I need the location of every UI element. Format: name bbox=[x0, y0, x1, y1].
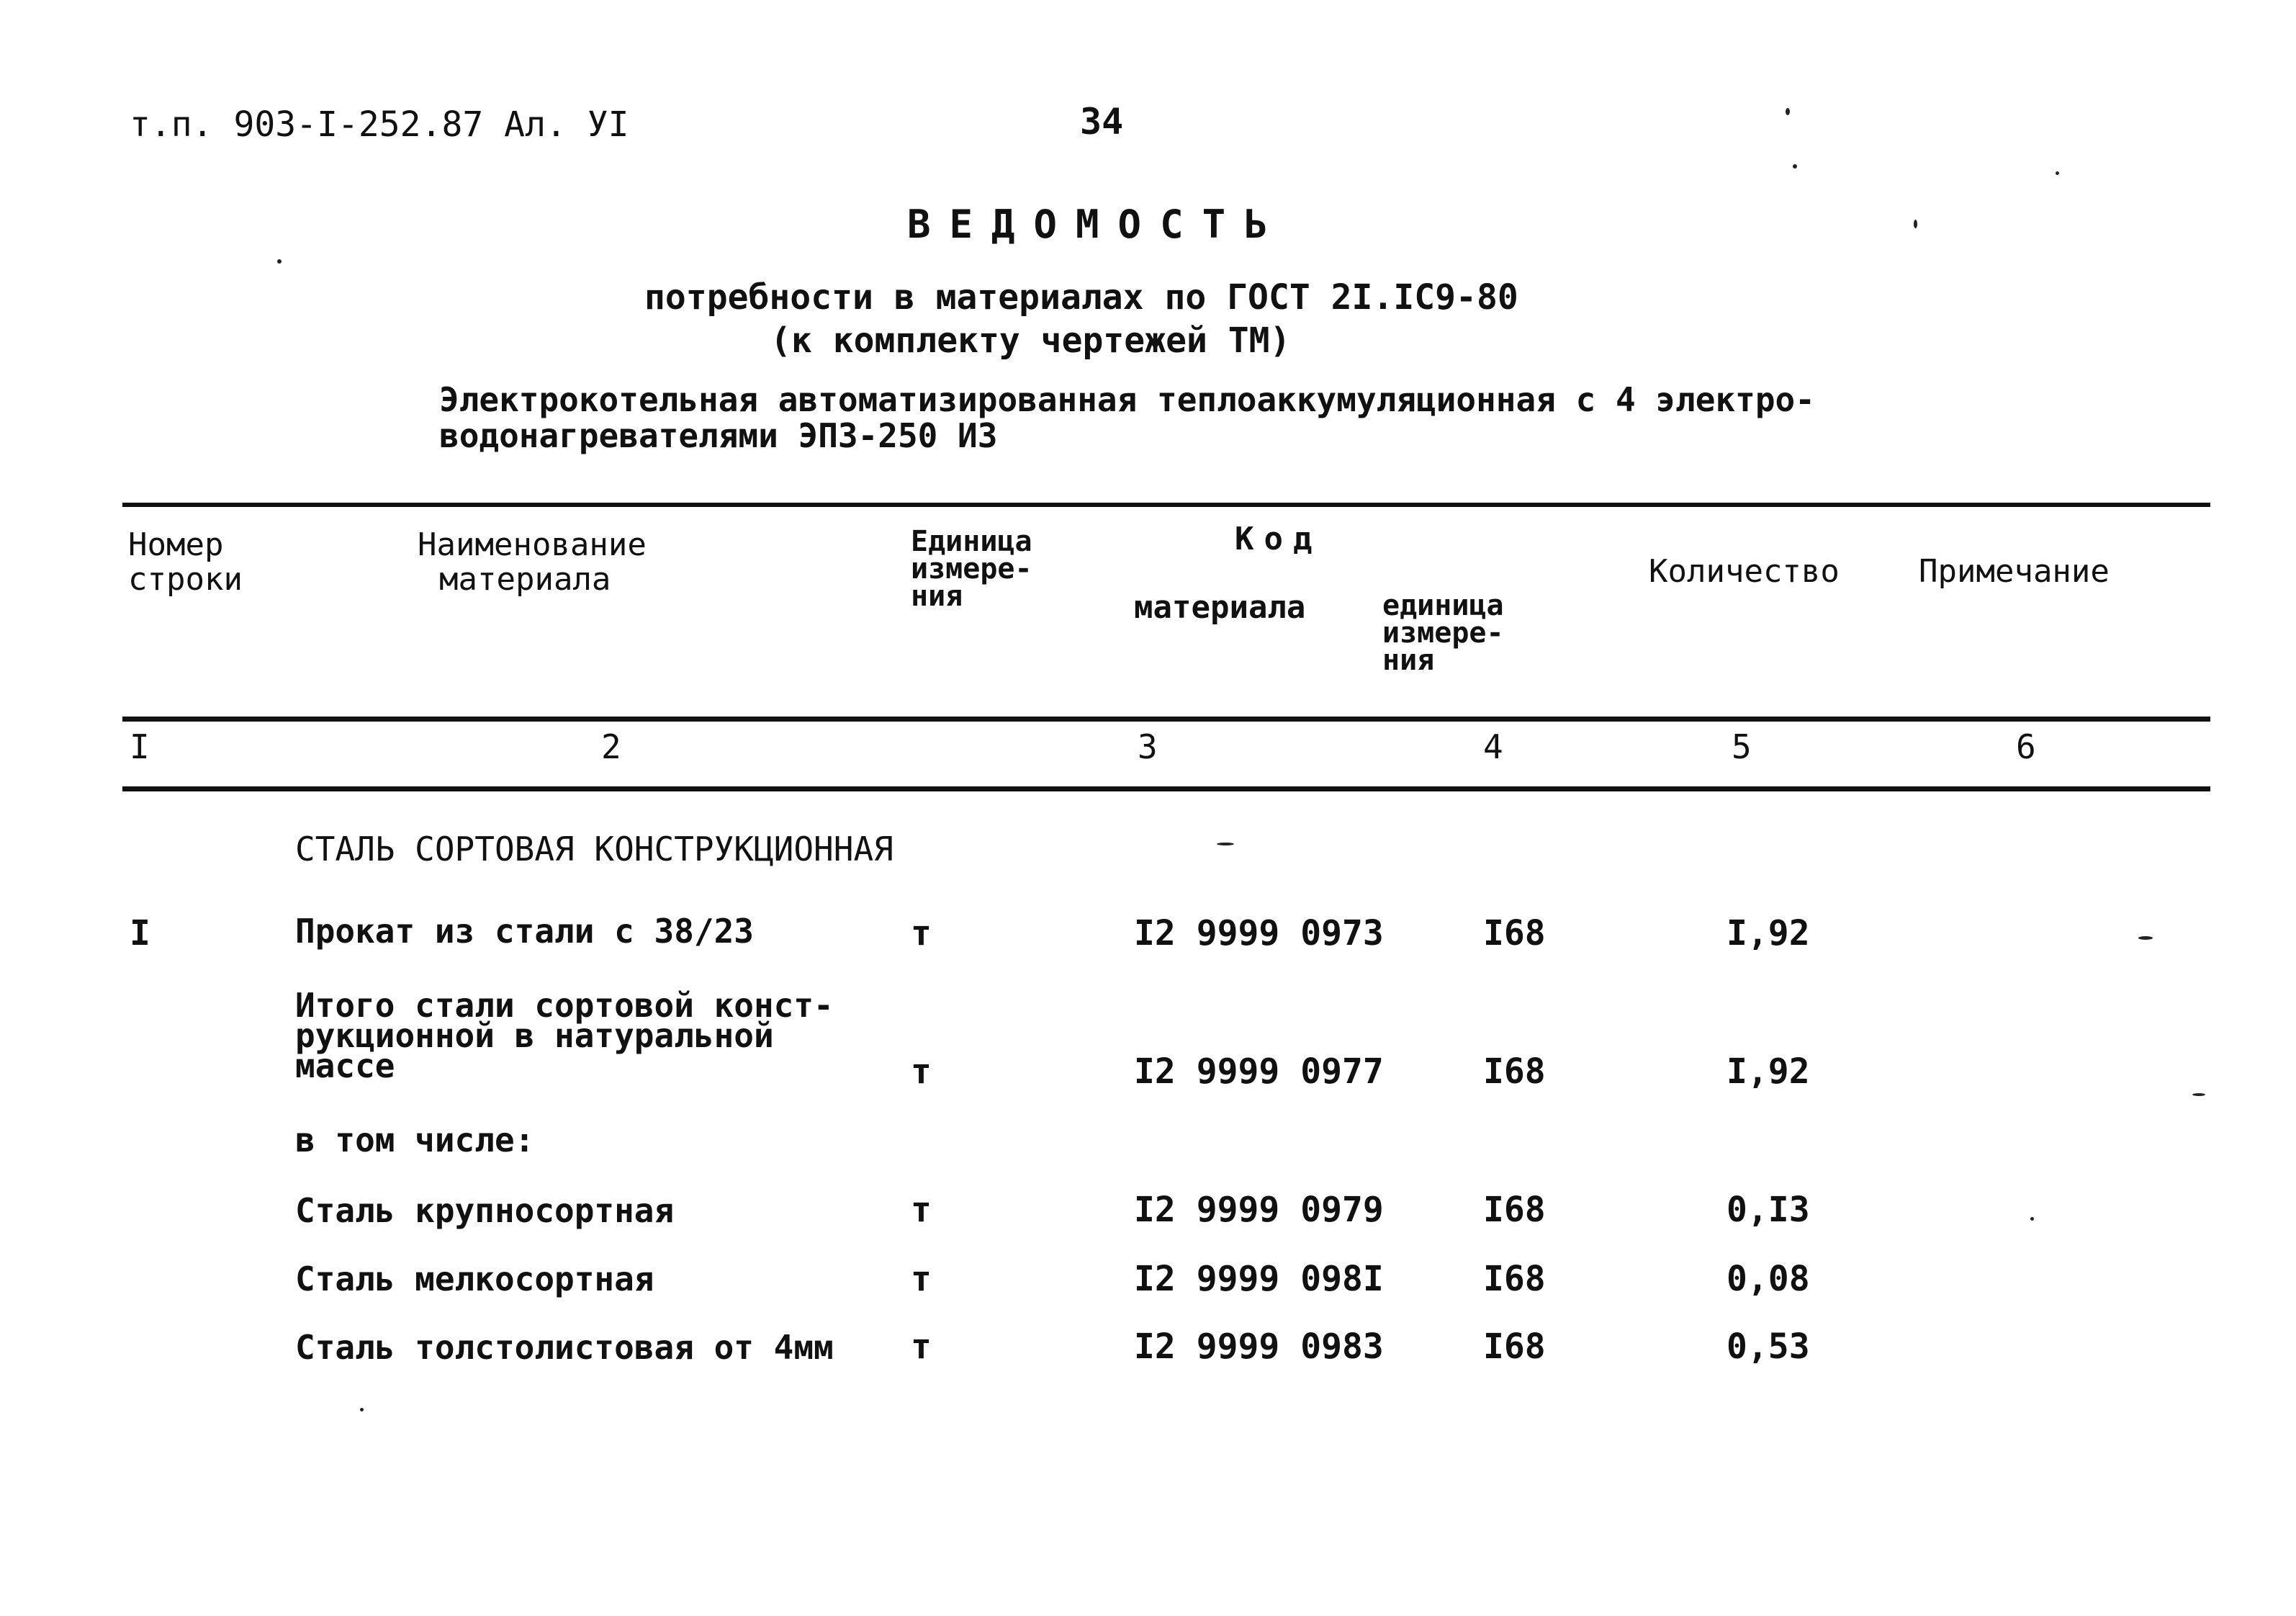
row-unit: т bbox=[911, 1190, 932, 1230]
scan-speck bbox=[2030, 1217, 2034, 1221]
header-material-name: Наименование материала bbox=[418, 526, 647, 598]
header-bottom-rule bbox=[122, 717, 2210, 722]
table-top-rule bbox=[122, 503, 2210, 507]
scan-speck bbox=[2138, 936, 2153, 940]
row-quantity: I,92 bbox=[1726, 913, 1810, 953]
header-code: Код bbox=[1235, 521, 1323, 557]
row-material: Сталь толстолистовая от 4мм bbox=[295, 1328, 834, 1367]
row-quantity: 0,08 bbox=[1726, 1259, 1810, 1299]
scan-speck bbox=[1217, 843, 1234, 845]
row-code: I2 9999 0979 bbox=[1134, 1190, 1384, 1230]
column-numbers-bottom-rule bbox=[122, 786, 2210, 791]
section-title: СТАЛЬ СОРТОВАЯ КОНСТРУКЦИОННАЯ bbox=[295, 830, 893, 868]
row-material: Итого стали сортовой конст- рукционной в натуральной массе bbox=[295, 986, 834, 1085]
scan-speck bbox=[277, 259, 282, 264]
scan-speck bbox=[2056, 171, 2059, 175]
row-quantity: 0,53 bbox=[1726, 1327, 1810, 1367]
scan-speck bbox=[1914, 220, 1917, 228]
row-code-unit: I68 bbox=[1483, 1190, 1546, 1230]
header-unit: Единица измере- ния bbox=[911, 525, 1032, 613]
header-row-number: Номер строки bbox=[128, 526, 243, 598]
column-number-5: 5 bbox=[1732, 727, 1752, 766]
row-material: Прокат из стали с 38/23 bbox=[295, 912, 754, 951]
scan-speck bbox=[2192, 1093, 2205, 1096]
row-code-unit: I68 bbox=[1483, 1051, 1546, 1092]
row-unit: т bbox=[911, 1327, 932, 1367]
header-note: Примечание bbox=[1919, 553, 2110, 590]
row-unit: т bbox=[911, 913, 932, 953]
scan-speck bbox=[1793, 164, 1797, 169]
row-code: I2 9999 0983 bbox=[1134, 1327, 1384, 1367]
column-number-4: 4 bbox=[1483, 727, 1503, 766]
scan-speck bbox=[360, 1408, 364, 1411]
row-code: I2 9999 098I bbox=[1134, 1259, 1384, 1299]
column-number-6: 6 bbox=[2016, 727, 2036, 766]
row-quantity: 0,I3 bbox=[1726, 1190, 1810, 1230]
scan-speck bbox=[1786, 108, 1790, 115]
header-code-unit: единица измере- ния bbox=[1382, 589, 1504, 677]
header-quantity: Количество bbox=[1649, 553, 1840, 590]
object-description bbox=[439, 382, 1815, 454]
page-number: 34 bbox=[1080, 101, 1124, 143]
row-material: Сталь мелкосортная bbox=[295, 1260, 654, 1298]
column-number-3: 3 bbox=[1138, 727, 1158, 766]
column-number-1: I bbox=[130, 727, 150, 766]
column-number-2: 2 bbox=[601, 727, 621, 766]
row-quantity: I,92 bbox=[1726, 1051, 1810, 1092]
object-description-line2: водонагревателями ЭПЗ-250 ИЗ bbox=[439, 416, 998, 455]
row-code: I2 9999 0977 bbox=[1134, 1051, 1384, 1092]
row-code-unit: I68 bbox=[1483, 1259, 1546, 1299]
object-description-line1: Электрокотельная автоматизированная теплоаккумуляционная с 4 электро- bbox=[439, 380, 1815, 419]
header-code-material: материала bbox=[1134, 589, 1306, 626]
document-subtitle-kit: (к комплекту чертежей ТМ) bbox=[770, 320, 1291, 361]
document-title: ВЕДОМОСТЬ bbox=[907, 202, 1287, 247]
row-code-unit: I68 bbox=[1483, 1327, 1546, 1367]
document-reference: т.п. 903-I-252.87 Ал. УI bbox=[130, 104, 629, 145]
row-material: Сталь крупносортная bbox=[295, 1191, 675, 1230]
row-material: в том числе: bbox=[295, 1121, 535, 1159]
row-unit: т bbox=[911, 1051, 932, 1092]
row-code-unit: I68 bbox=[1483, 913, 1546, 953]
row-unit: т bbox=[911, 1259, 932, 1299]
row-code: I2 9999 0973 bbox=[1134, 913, 1384, 953]
row-number: I bbox=[130, 913, 150, 953]
document-subtitle: потребности в материалах по ГОСТ 2I.IC9-80 bbox=[644, 277, 1518, 318]
